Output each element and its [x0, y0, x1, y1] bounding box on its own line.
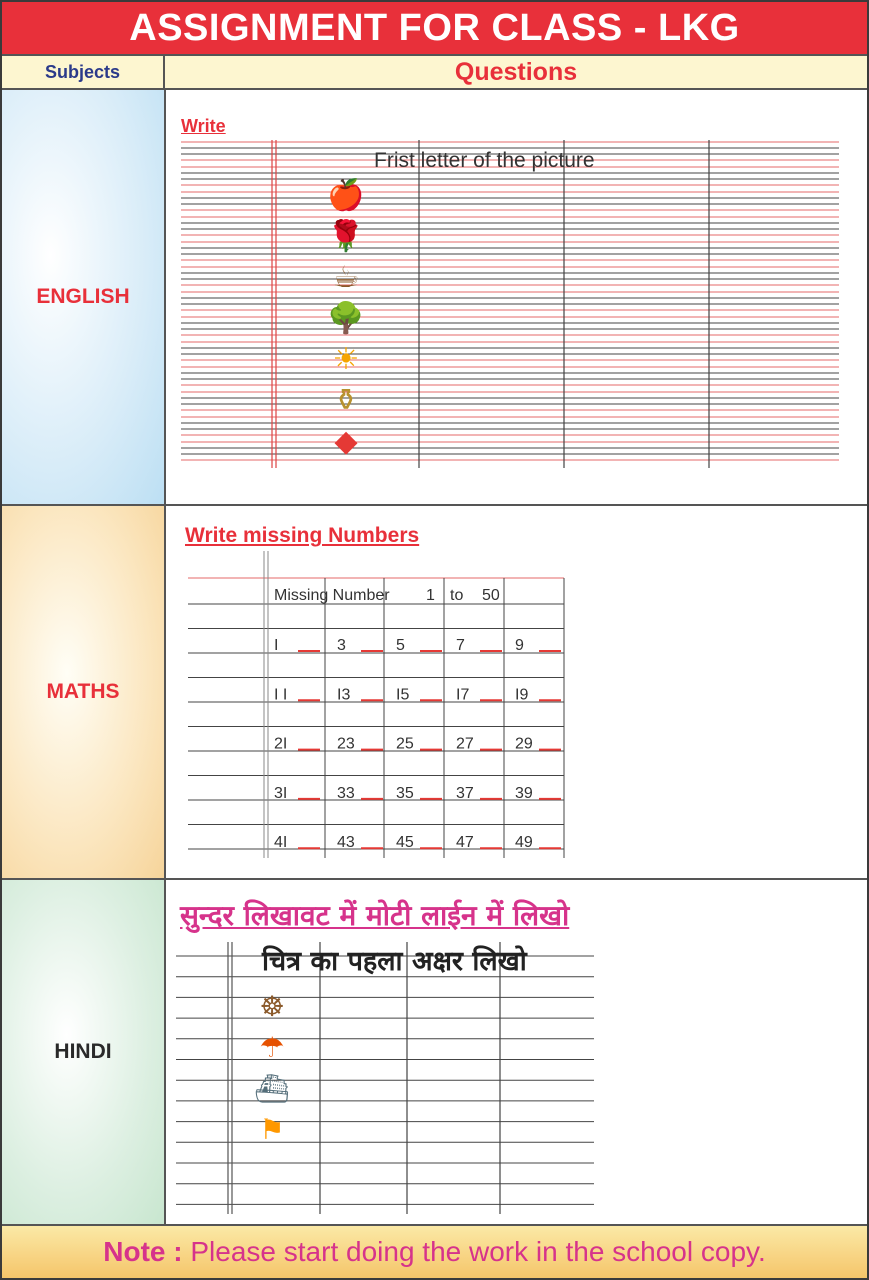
maths-heading: Write missing Numbers [185, 524, 420, 547]
number-cell: 27 [456, 735, 474, 753]
flag-icon: ⚑ [259, 1113, 285, 1146]
maths-subject-label: MATHS [2, 506, 166, 878]
maths-question-cell [166, 506, 867, 878]
number-cell: 9 [515, 637, 524, 654]
number-cell: I I [274, 686, 288, 704]
kite-icon: ◆ [334, 424, 358, 459]
sun-icon: ☀ [332, 342, 360, 377]
number-cell: 7 [456, 637, 465, 654]
maths-number-grid [188, 576, 568, 866]
hindi-writing-grid [176, 942, 596, 1202]
page-title: ASSIGNMENT FOR CLASS - LKG [2, 2, 867, 54]
number-cell: 25 [396, 735, 414, 753]
missing-number-label: Missing Number [274, 587, 390, 604]
hindi-instruction: चित्र का पहला अक्षर लिखो [262, 946, 527, 977]
number-cell: 3I [274, 784, 288, 802]
number-cell: 37 [456, 784, 474, 802]
number-cell: 33 [337, 784, 355, 802]
number-cell: I9 [515, 686, 529, 704]
range-to: to [450, 587, 464, 604]
english-row [2, 90, 867, 506]
spinning-wheel-icon: ☸ [259, 990, 285, 1023]
hindi-question-cell [166, 880, 867, 1224]
hindi-heading: सुन्दर लिखावट में मोटी लाईन में लिखो [180, 899, 570, 932]
number-cell: 35 [396, 784, 414, 802]
ship-icon: ⛴ [254, 1072, 290, 1105]
hindi-subject-label: HINDI [2, 880, 166, 1224]
note-label: Note : [103, 1236, 183, 1267]
cup-icon: ☕ [332, 260, 360, 295]
number-cell: 43 [337, 834, 355, 852]
english-question-cell [166, 90, 867, 504]
table-header-row [2, 54, 867, 90]
subjects-column-header: Subjects [2, 56, 165, 88]
range-end: 50 [482, 587, 500, 604]
english-instruction: Frist letter of the picture [374, 149, 595, 172]
number-cell: 3 [337, 637, 346, 654]
note-bar [2, 1226, 867, 1278]
number-cell: 29 [515, 735, 533, 753]
english-writing-grid [181, 140, 841, 470]
number-cell: 47 [456, 834, 474, 852]
rose-icon: 🌹 [327, 219, 365, 254]
umbrella-icon: ☂ [259, 1031, 285, 1064]
questions-column-header: Questions [454, 58, 578, 86]
number-cell: 4I [274, 834, 288, 852]
number-cell: 49 [515, 834, 533, 852]
maths-row [2, 506, 867, 880]
note-text: Please start doing the work in the school copy. [190, 1236, 766, 1267]
english-heading: Write [181, 116, 226, 136]
number-cell: I3 [337, 686, 351, 704]
number-cell: 39 [515, 784, 533, 802]
number-cell: I [274, 637, 279, 654]
number-cell: 45 [396, 834, 414, 852]
number-cell: 5 [396, 637, 405, 654]
number-cell: 2I [274, 735, 288, 753]
hindi-row [2, 880, 867, 1226]
number-cell: I7 [456, 686, 470, 704]
number-cell: I5 [396, 686, 410, 704]
number-cell: 23 [337, 735, 355, 753]
range-start: 1 [426, 587, 435, 604]
jug-icon: ⚱ [333, 383, 359, 418]
apple-icon: 🍎 [327, 178, 365, 213]
tree-icon: 🌳 [327, 301, 365, 336]
english-subject-label: ENGLISH [2, 90, 166, 504]
